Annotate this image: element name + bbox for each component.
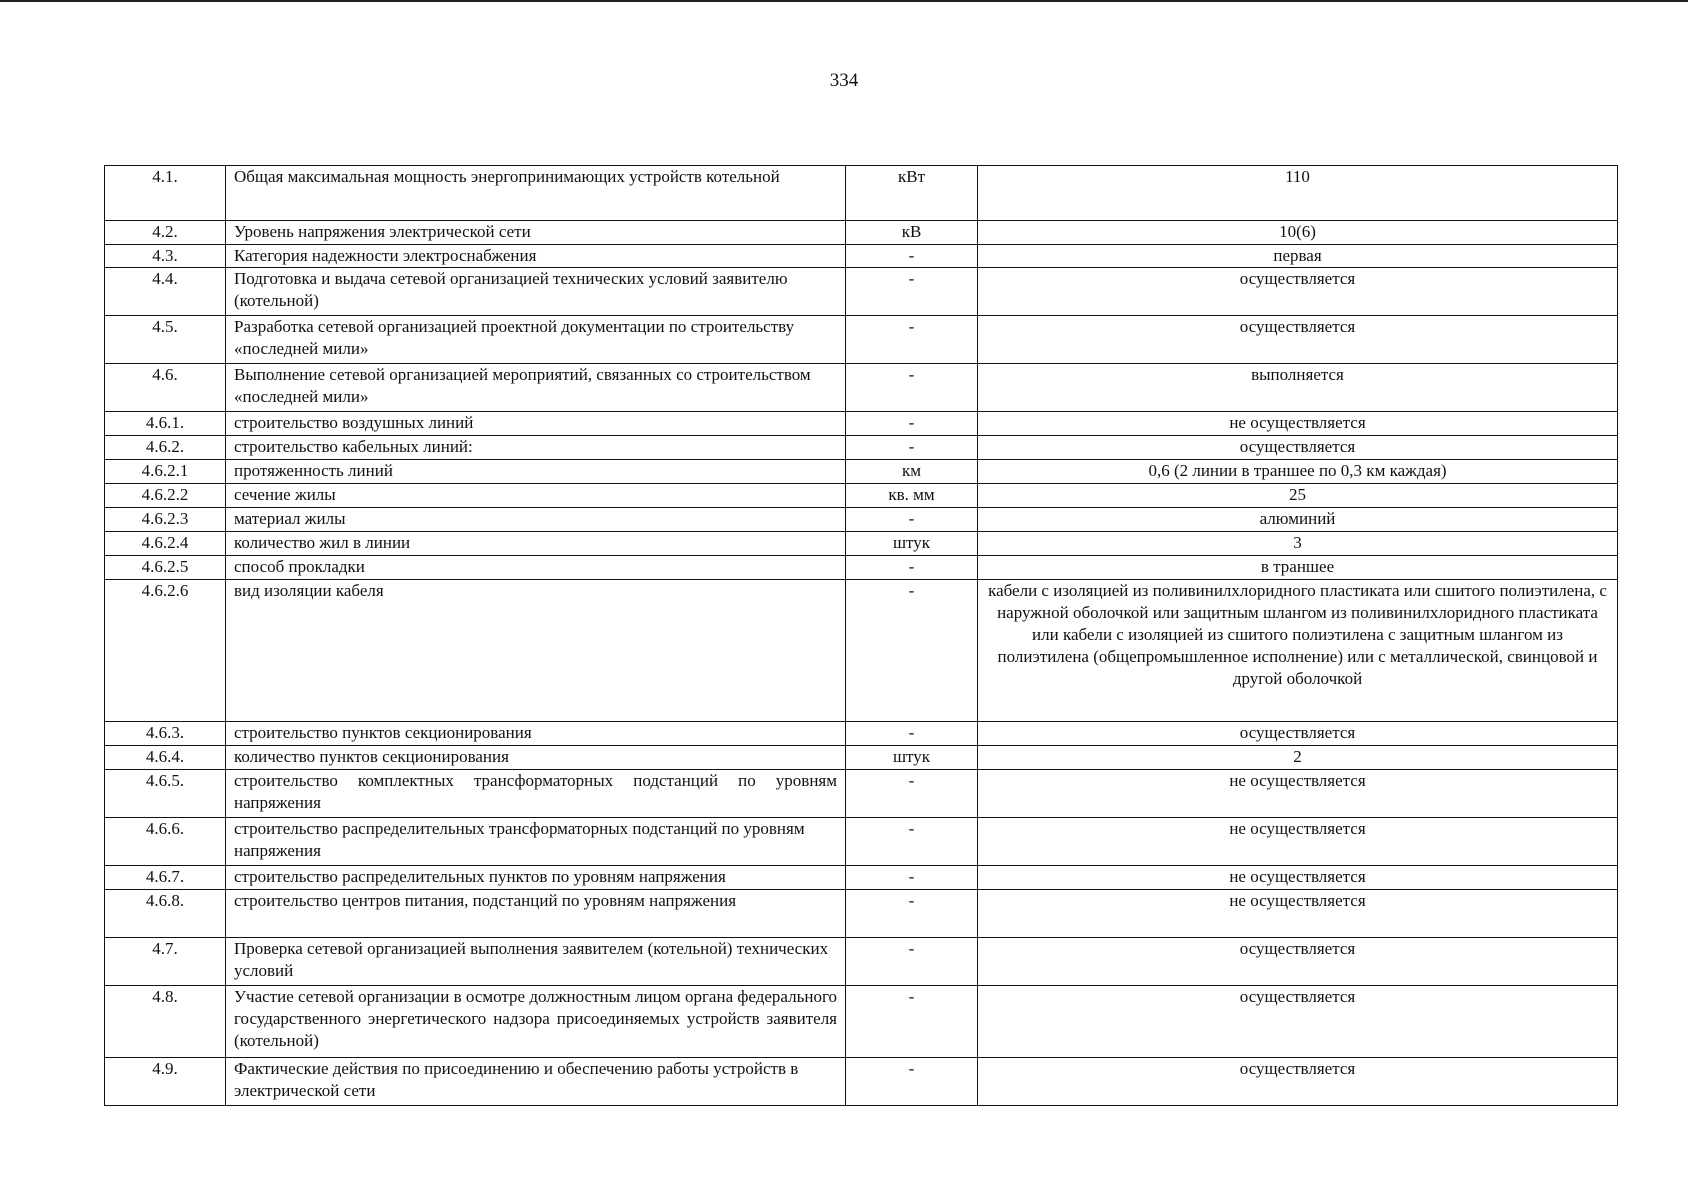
item-description: количество пунктов секционирования	[226, 746, 846, 770]
item-description: сечение жилы	[226, 484, 846, 508]
item-unit: кВ	[846, 221, 978, 245]
table-row	[105, 556, 1618, 580]
item-description: Выполнение сетевой организацией мероприятий, связанных со строительством «последней мили»	[226, 364, 846, 412]
item-unit: -	[846, 556, 978, 580]
item-number: 4.6.	[105, 364, 226, 412]
item-number: 4.6.5.	[105, 770, 226, 818]
item-value: 2	[978, 746, 1618, 770]
item-value: не осуществляется	[978, 866, 1618, 890]
table-row	[105, 221, 1618, 245]
item-description: строительство воздушных линий	[226, 412, 846, 436]
table-row	[105, 364, 1618, 412]
item-number: 4.4.	[105, 268, 226, 316]
item-unit: кв. мм	[846, 484, 978, 508]
table-row	[105, 316, 1618, 364]
item-description: Разработка сетевой организацией проектной документации по строительству «последней мили»	[226, 316, 846, 364]
table-row	[105, 866, 1618, 890]
table-row	[105, 412, 1618, 436]
table-row	[105, 580, 1618, 722]
item-number: 4.6.2.2	[105, 484, 226, 508]
item-value: осуществляется	[978, 938, 1618, 986]
item-unit: штук	[846, 746, 978, 770]
item-value: 110	[978, 166, 1618, 221]
table-row	[105, 532, 1618, 556]
item-value: 3	[978, 532, 1618, 556]
item-number: 4.3.	[105, 245, 226, 268]
table-row	[105, 938, 1618, 986]
item-number: 4.6.8.	[105, 890, 226, 938]
item-unit: -	[846, 770, 978, 818]
item-number: 4.8.	[105, 986, 226, 1058]
table-row	[105, 460, 1618, 484]
item-description: количество жил в линии	[226, 532, 846, 556]
item-unit: -	[846, 818, 978, 866]
item-value: осуществляется	[978, 1058, 1618, 1106]
item-value: 10(6)	[978, 221, 1618, 245]
item-unit: -	[846, 938, 978, 986]
item-number: 4.6.2.4	[105, 532, 226, 556]
item-unit: -	[846, 364, 978, 412]
item-number: 4.6.7.	[105, 866, 226, 890]
item-description: материал жилы	[226, 508, 846, 532]
item-description: Уровень напряжения электрической сети	[226, 221, 846, 245]
item-number: 4.6.2.	[105, 436, 226, 460]
page-number: 334	[829, 70, 859, 91]
item-value: не осуществляется	[978, 412, 1618, 436]
table-row	[105, 890, 1618, 938]
item-value: в траншее	[978, 556, 1618, 580]
item-value: осуществляется	[978, 316, 1618, 364]
item-unit: -	[846, 722, 978, 746]
item-value: алюминий	[978, 508, 1618, 532]
item-number: 4.6.6.	[105, 818, 226, 866]
item-unit: -	[846, 508, 978, 532]
item-description: строительство распределительных пунктов по уровням напряжения	[226, 866, 846, 890]
item-unit: -	[846, 412, 978, 436]
item-description: строительство центров питания, подстанций по уровням напряжения	[226, 890, 846, 938]
table-row	[105, 746, 1618, 770]
item-description: протяженность линий	[226, 460, 846, 484]
item-description: способ прокладки	[226, 556, 846, 580]
item-description: вид изоляции кабеля	[226, 580, 846, 722]
table-row	[105, 818, 1618, 866]
item-description: Фактические действия по присоединению и обеспечению работы устройств в электрической сети	[226, 1058, 846, 1106]
item-value: осуществляется	[978, 268, 1618, 316]
item-value: 0,6 (2 линии в траншее по 0,3 км каждая)	[978, 460, 1618, 484]
item-unit: -	[846, 316, 978, 364]
item-number: 4.9.	[105, 1058, 226, 1106]
top-border-line	[0, 0, 1688, 2]
table-row	[105, 436, 1618, 460]
item-value: не осуществляется	[978, 818, 1618, 866]
item-description: Участие сетевой организации в осмотре должностным лицом органа федерального государственного энергетического надзора присоединяемых устройств заявителя (котельной)	[226, 986, 846, 1058]
table-row	[105, 770, 1618, 818]
specifications-table	[104, 165, 1618, 1106]
item-description: строительство кабельных линий:	[226, 436, 846, 460]
table-row	[105, 245, 1618, 268]
item-value: не осуществляется	[978, 890, 1618, 938]
item-description: строительство распределительных трансформаторных подстанций по уровням напряжения	[226, 818, 846, 866]
item-unit: -	[846, 436, 978, 460]
table-row	[105, 166, 1618, 221]
item-description: строительство комплектных трансформаторных подстанций по уровням напряжения	[226, 770, 846, 818]
item-value: осуществляется	[978, 722, 1618, 746]
item-unit: -	[846, 866, 978, 890]
item-number: 4.6.2.3	[105, 508, 226, 532]
item-number: 4.6.2.5	[105, 556, 226, 580]
item-number: 4.1.	[105, 166, 226, 221]
table-row	[105, 484, 1618, 508]
item-description: Проверка сетевой организацией выполнения заявителем (котельной) технических условий	[226, 938, 846, 986]
item-unit: -	[846, 1058, 978, 1106]
item-number: 4.6.3.	[105, 722, 226, 746]
item-description: строительство пунктов секционирования	[226, 722, 846, 746]
item-number: 4.2.	[105, 221, 226, 245]
item-number: 4.6.1.	[105, 412, 226, 436]
item-unit: -	[846, 245, 978, 268]
item-value: не осуществляется	[978, 770, 1618, 818]
item-number: 4.6.2.6	[105, 580, 226, 722]
item-value: осуществляется	[978, 986, 1618, 1058]
item-unit: -	[846, 268, 978, 316]
item-description: Подготовка и выдача сетевой организацией технических условий заявителю (котельной)	[226, 268, 846, 316]
item-value: первая	[978, 245, 1618, 268]
item-unit: кВт	[846, 166, 978, 221]
table-row	[105, 268, 1618, 316]
item-value: выполняется	[978, 364, 1618, 412]
item-number: 4.7.	[105, 938, 226, 986]
item-description: Общая максимальная мощность энергопринимающих устройств котельной	[226, 166, 846, 221]
item-unit: км	[846, 460, 978, 484]
item-value: кабели с изоляцией из поливинилхлоридного пластиката или сшитого полиэтилена, с наружной оболочкой или защитным шлангом из поливинилхлоридного пластиката или кабели с изоляцией из сшитого полиэтилена с защитным шлангом из полиэтилена (общепромышленное исполнение) или с металлической, свинцовой и другой оболочкой	[978, 580, 1618, 722]
item-unit: -	[846, 986, 978, 1058]
item-unit: -	[846, 890, 978, 938]
item-number: 4.5.	[105, 316, 226, 364]
item-number: 4.6.4.	[105, 746, 226, 770]
table-row	[105, 986, 1618, 1058]
table-row	[105, 722, 1618, 746]
table-row	[105, 1058, 1618, 1106]
item-number: 4.6.2.1	[105, 460, 226, 484]
table-row	[105, 508, 1618, 532]
item-unit: -	[846, 580, 978, 722]
item-unit: штук	[846, 532, 978, 556]
item-value: осуществляется	[978, 436, 1618, 460]
item-value: 25	[978, 484, 1618, 508]
item-description: Категория надежности электроснабжения	[226, 245, 846, 268]
